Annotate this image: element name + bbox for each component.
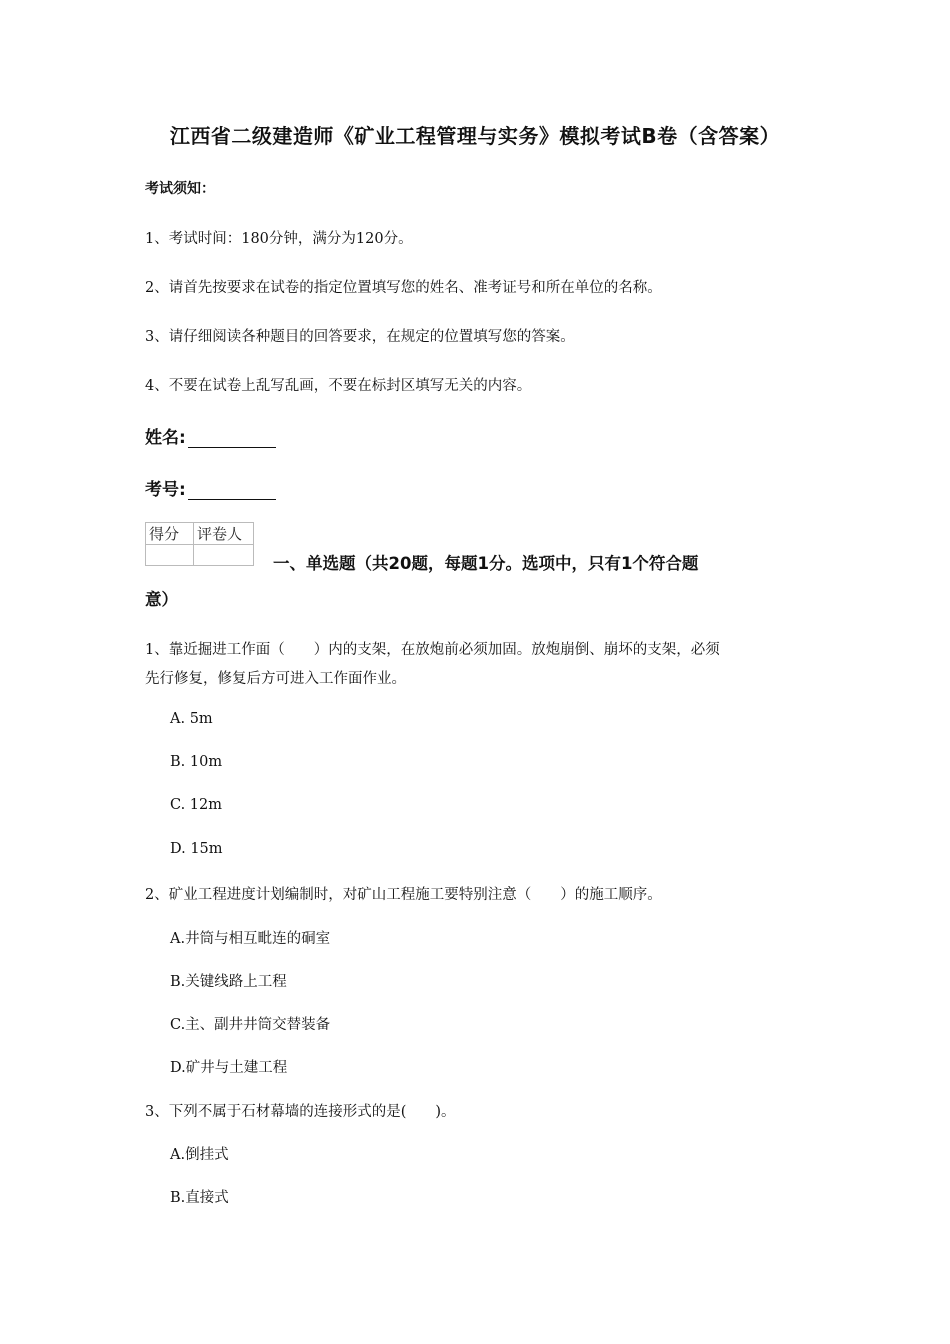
option-a[interactable]: A.倒挂式 (170, 1147, 229, 1163)
grader-cell[interactable] (194, 545, 254, 566)
id-label: 考号: (145, 480, 186, 500)
option-d[interactable]: D.矿井与土建工程 (170, 1060, 288, 1076)
question-1-text: 1、靠近掘进工作面（ ）内的支架，在放炮前必须加固。放炮崩倒、崩坏的支架，必须 (145, 642, 720, 658)
notice-heading: 考试须知： (145, 181, 215, 197)
id-field (145, 475, 276, 500)
option-d[interactable]: D. 15m (170, 841, 223, 857)
option-a[interactable]: A.井筒与相互毗连的硐室 (170, 931, 331, 947)
id-blank[interactable] (188, 481, 276, 500)
notice-item: 4、不要在试卷上乱写乱画，不要在标封区填写无关的内容。 (145, 378, 532, 394)
score-header: 得分 (146, 523, 194, 545)
name-blank[interactable] (188, 429, 276, 448)
name-field (145, 423, 276, 448)
question-2-text: 2、矿业工程进度计划编制时，对矿山工程施工要特别注意（ ）的施工顺序。 (145, 887, 662, 903)
option-b[interactable]: B.关键线路上工程 (170, 974, 287, 990)
notice-item: 3、请仔细阅读各种题目的回答要求，在规定的位置填写您的答案。 (145, 329, 575, 345)
question-1-text-cont: 先行修复，修复后方可进入工作面作业。 (145, 671, 406, 687)
section-heading: 一、单选题（共20题，每题1分。选项中，只有1个符合题 (273, 554, 699, 573)
option-c[interactable]: C.主、副井井筒交替装备 (170, 1017, 331, 1033)
option-c[interactable]: C. 12m (170, 797, 222, 813)
score-cell[interactable] (146, 545, 194, 566)
option-b[interactable]: B.直接式 (170, 1190, 229, 1206)
score-table (145, 522, 254, 566)
grader-header: 评卷人 (194, 523, 254, 545)
section-heading-cont: 意） (145, 590, 178, 609)
question-3-text: 3、下列不属于石材幕墙的连接形式的是( )。 (145, 1104, 456, 1120)
option-a[interactable]: A. 5m (170, 711, 213, 727)
name-label: 姓名: (145, 428, 186, 448)
notice-item: 2、请首先按要求在试卷的指定位置填写您的姓名、准考证号和所在单位的名称。 (145, 280, 662, 296)
exam-title: 江西省二级建造师《矿业工程管理与实务》模拟考试B卷（含答案） (169, 124, 781, 148)
option-b[interactable]: B. 10m (170, 754, 223, 770)
notice-item: 1、考试时间：180分钟，满分为120分。 (145, 231, 413, 247)
